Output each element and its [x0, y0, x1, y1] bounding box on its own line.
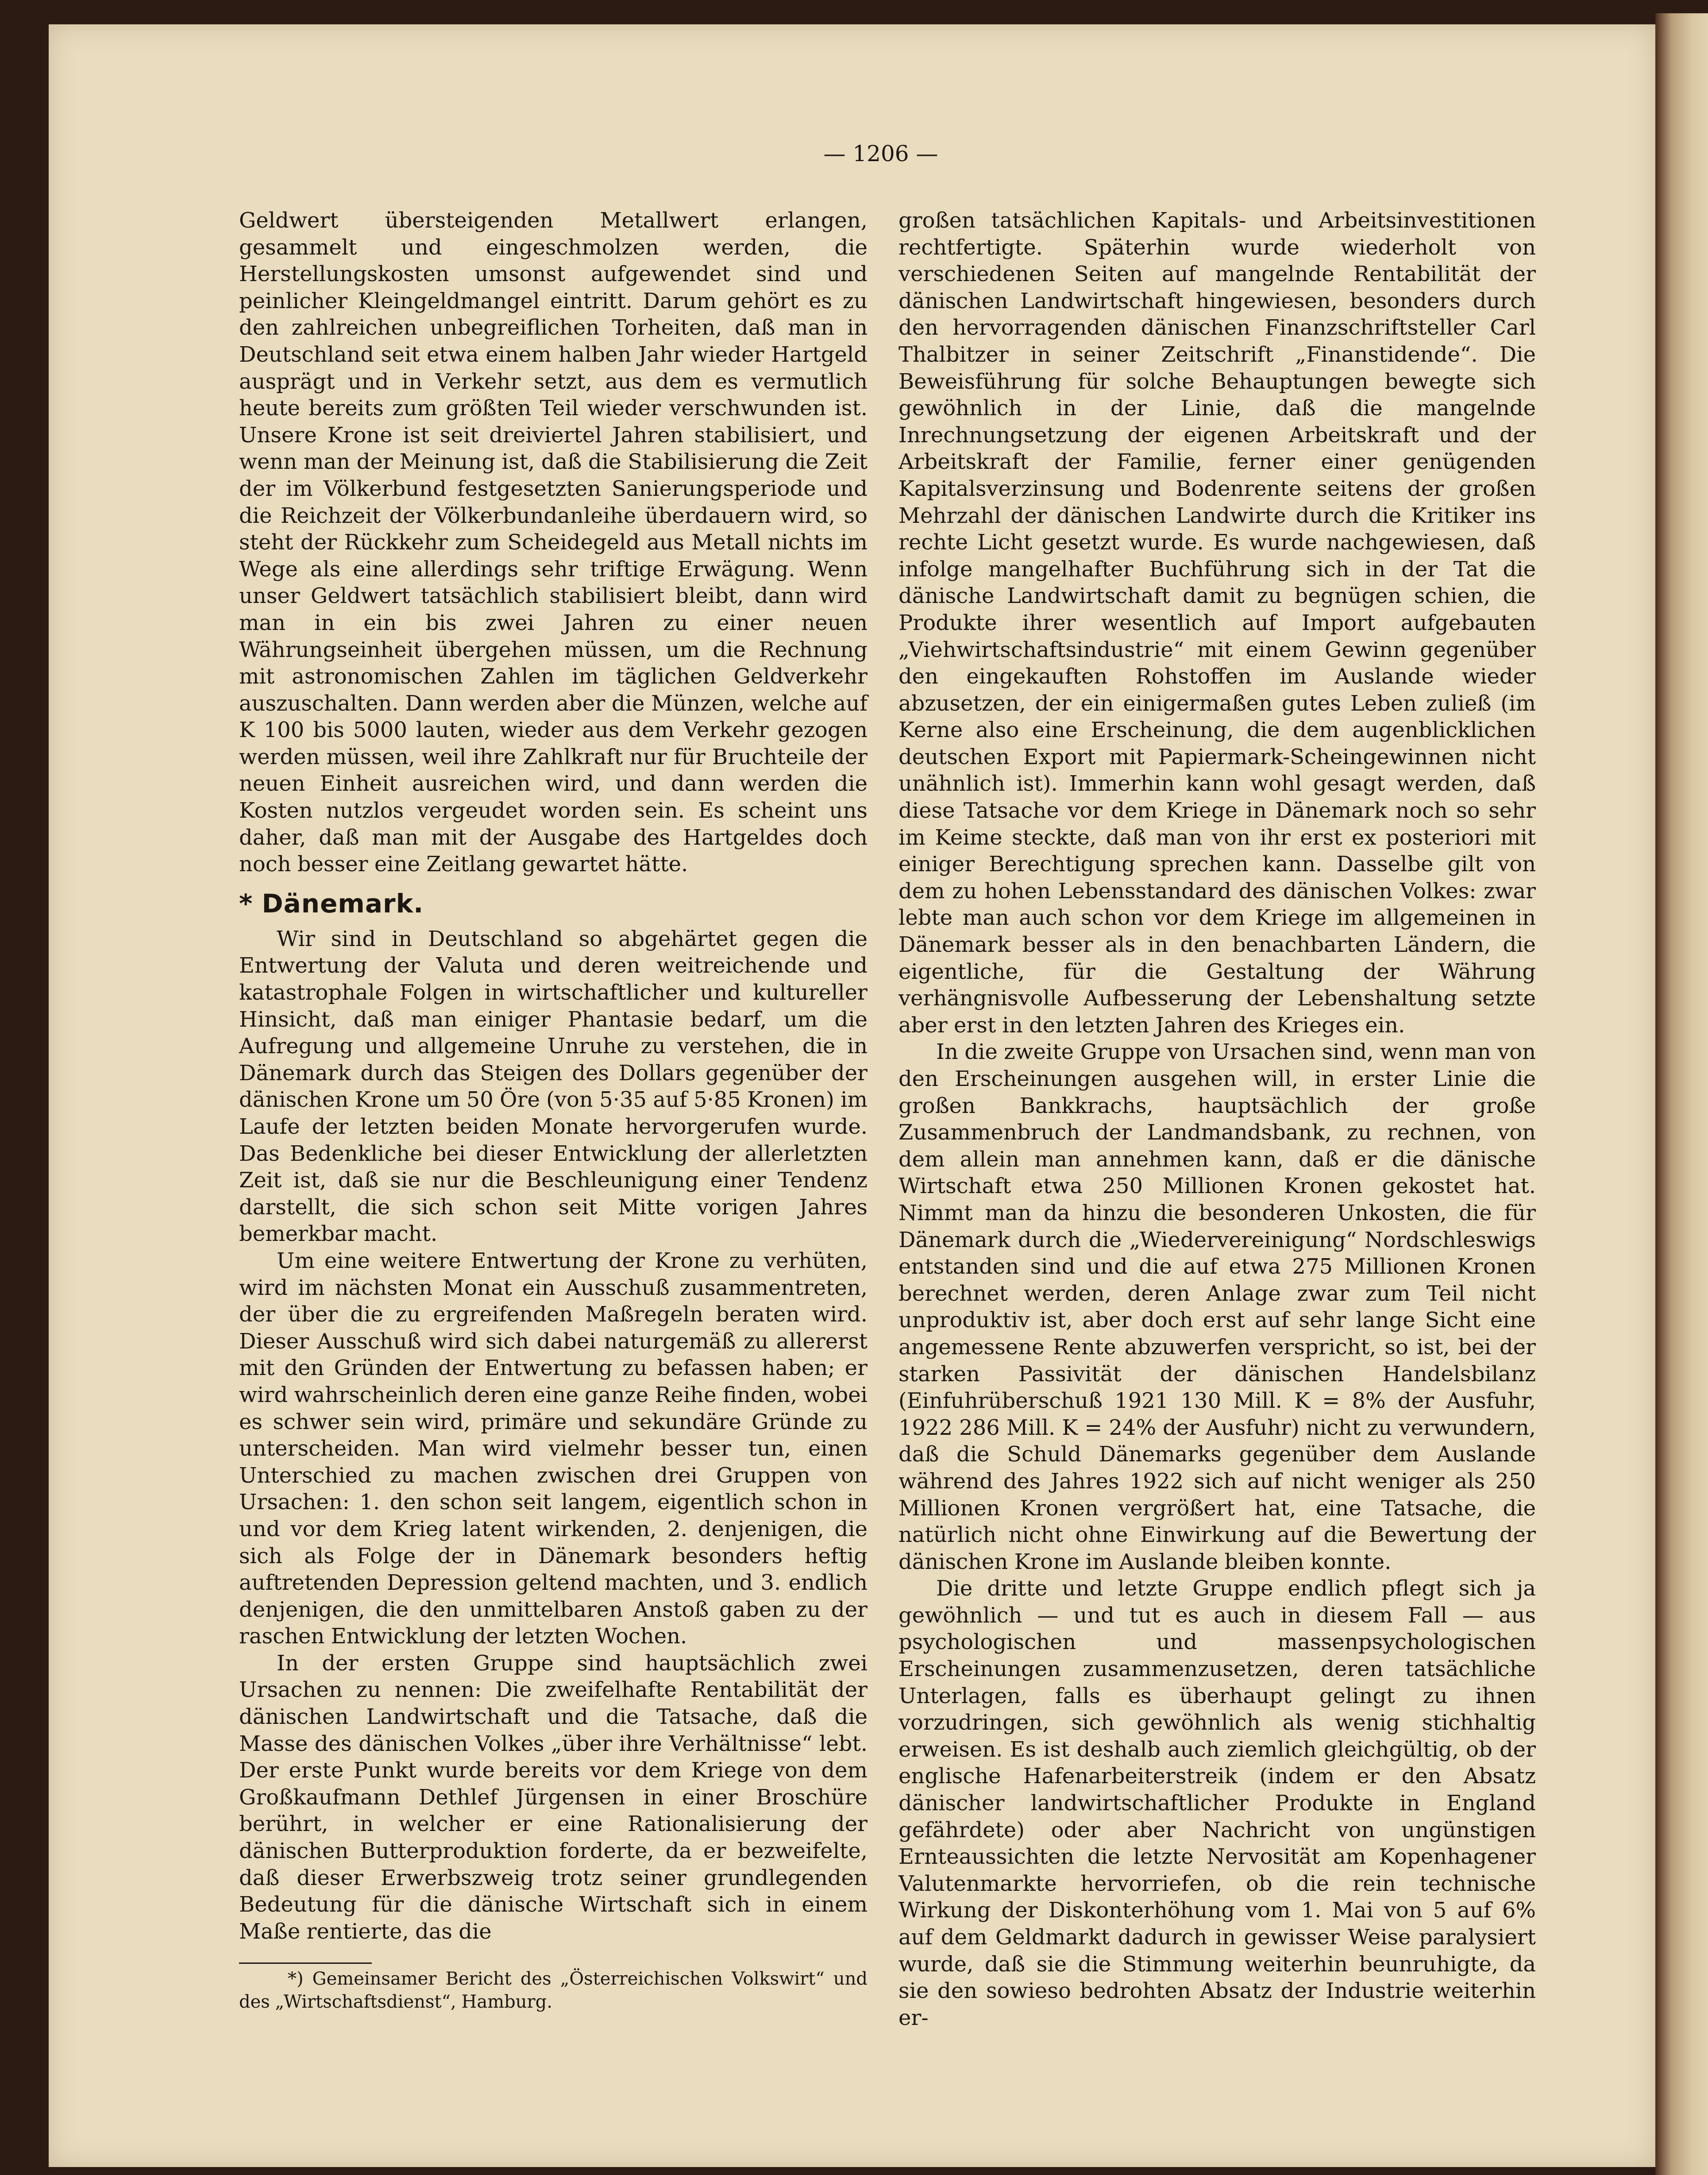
section-heading: * Dänemark. [239, 888, 424, 919]
paragraph: In die zweite Gruppe von Ursachen sind, wenn man von den Erscheinungen ausgehen will, in erster Linie die großen Bankkrachs, hauptsächlich der große Zusammenbruch der Landmandsbank, zu rechnen, von dem allein man annehmen kann, daß er die dänische Wirtschaft etwa 250 Millionen Kronen gekostet hat. Nimmt man da hinzu die besonderen Unkosten, die für Dänemark durch die „Wiedervereinigung“ Nordschleswigs entstanden sind und die auf etwa 275 Millionen Kronen berechnet werden, deren Anlage zwar zum Teil nicht unproduktiv ist, aber doch erst auf sehr lange Sicht eine angemessene Rente abzuwerfen verspricht, so ist, bei der starken Passivität der dänischen Handelsbilanz (Einfuhrüberschuß 1921 130 Mill. K = 8% der Ausfuhr, 1922 286 Mill. K = 24% der Ausfuhr) nicht zu verwundern, daß die Schuld Dänemarks gegenüber dem Auslande während des Jahres 1922 sich auf nicht weniger als 250 Millionen Kronen vergrößert hat, eine Tatsache, die natürlich nicht ohne Einwirkung auf die Bewertung der dänischen Krone im Auslande bleiben konnte. [898, 1039, 1536, 1574]
paragraph: Um eine weitere Entwertung der Krone zu verhüten, wird im nächsten Monat ein Ausschuß zusammentreten, der über die zu ergreifenden Maßregeln beraten wird. Dieser Ausschuß wird sich dabei naturgemäß zu allererst mit den Gründen der Entwertung zu befassen haben; er wird wahrscheinlich deren eine ganze Reihe finden, wobei es schwer sein wird, primäre und sekundäre Gründe zu unterscheiden. Man wird vielmehr besser tun, einen Unterschied zu machen zwischen drei Gruppen von Ursachen: 1. den schon seit langem, eigentlich schon in und vor dem Krieg latent wirkenden, 2. denjenigen, die sich als Folge der in Dänemark besonders heftig auftretenden Depression geltend machten, und 3. endlich denjenigen, die den unmittelbaren Anstoß gaben zu der raschen Entwicklung der letzten Wochen. [239, 1248, 867, 1649]
paragraph: In der ersten Gruppe sind hauptsächlich zwei Ursachen zu nennen: Die zweifelhafte Rentabilität der dänischen Landwirtschaft und die Tatsache, daß die Masse des dänischen Volkes „über ihre Verhältnisse“ lebt. Der erste Punkt wurde bereits vor dem Kriege von dem Großkaufmann Dethlef Jürgensen in einer Broschüre berührt, in welcher er eine Rationalisierung der dänischen Butterproduktion forderte, da er bezweifelte, daß dieser Erwerbszweig trotz seiner grundlegenden Bedeutung für die dänische Wirtschaft sich in einem Maße rentierte, das die [239, 1650, 867, 1944]
paragraph: Wir sind in Deutschland so abgehärtet gegen die Entwertung der Valuta und deren weitreichende und katastrophale Folgen in wirtschaftlicher und kultureller Hinsicht, daß man einiger Phantasie bedarf, um die Aufregung und allgemeine Unruhe zu verstehen, die in Dänemark durch das Steigen des Dollars gegenüber der dänischen Krone um 50 Öre (von 5·35 auf 5·85 Kronen) im Laufe der letzten beiden Monate hervorgerufen wurde. Das Bedenkliche bei dieser Entwicklung der allerletzten Zeit ist, daß sie nur die Beschleunigung einer Tendenz darstellt, die sich schon seit Mitte vorigen Jahres bemerkbar macht. [239, 926, 867, 1247]
footnote: *) Gemeinsamer Bericht des „Österreichischen Volkswirt“ und des „Wirtschaftsdienst“, Hamburg. [239, 1969, 867, 2013]
footnote-rule [239, 1963, 372, 1964]
adjacent-page-edge [1655, 13, 1708, 2175]
paragraph: großen tatsächlichen Kapitals- und Arbeitsinvestitionen rechtfertigte. Späterhin wurde wiederholt von verschiedenen Seiten auf mangelnde Rentabilität der dänischen Landwirtschaft hingewiesen, besonders durch den hervorragenden dänischen Finanzschriftsteller Carl Thalbitzer in seiner Zeitschrift „Finanstidende“. Die Beweisführung für solche Behauptungen bewegte sich gewöhnlich in der Linie, daß die mangelnde Inrechnungsetzung der eigenen Arbeitskraft und der Arbeitskraft der Familie, ferner einer genügenden Kapitalsverzinsung und Bodenrente seitens der großen Mehrzahl der dänischen Landwirte durch die Kritiker ins rechte Licht gesetzt wurde. Es wurde nachgewiesen, daß infolge mangelhafter Buchführung sich in der Tat die dänische Landwirtschaft damit zu begnügen schien, die Produkte ihrer wesentlich auf Import aufgebauten „Viehwirtschaftsindustrie“ mit einem Gewinn gegenüber den eingekauften Rohstoffen im Auslande wieder abzusetzen, der ein einigermaßen gutes Leben zuließ (im Kerne also eine Erscheinung, die dem augenblicklichen deutschen Export mit Papiermark-Scheingewinnen nicht unähnlich ist). Immerhin kann wohl gesagt werden, daß diese Tatsache vor dem Kriege in Dänemark noch so sehr im Keime steckte, daß man von ihr erst ex posteriori mit einiger Berechtigung sprechen kann. Dasselbe gilt von dem zu hohen Lebensstandard des dänischen Volkes: zwar lebte man auch schon vor dem Kriege im allgemeinen in Dänemark besser als in den benachbarten Ländern, die eigentliche, für die Gestaltung der Währung verhängnisvolle Aufbesserung der Lebenshaltung setzte aber erst in den letzten Jahren des Krieges ein. [898, 208, 1536, 1038]
paragraph: Geldwert übersteigenden Metallwert erlangen, gesammelt und eingeschmolzen werden, die Herstellungskosten umsonst aufgewendet sind und peinlicher Kleingeldmangel eintritt. Darum gehört es zu den zahlreichen unbegreiflichen Torheiten, daß man in Deutschland seit etwa einem halben Jahr wieder Hartgeld ausprägt und in Verkehr setzt, aus dem es vermutlich heute bereits zum größten Teil wieder verschwunden ist. Unsere Krone ist seit dreiviertel Jahren stabilisiert, und wenn man der Meinung ist, daß die Stabilisierung die Zeit der im Völkerbund festgesetzten Sanierungsperiode und die Reichzeit der Völkerbundanleihe überdauern wird, so steht der Rückkehr zum Scheidegeld aus Metall nichts im Wege als eine allerdings sehr triftige Erwägung. Wenn unser Geldwert tatsächlich stabilisiert bleibt, dann wird man in ein bis zwei Jahren zu einer neuen Währungseinheit übergehen müssen, um die Rechnung mit astronomischen Zahlen im täglichen Geldverkehr auszuschalten. Dann werden aber die Münzen, welche auf K 100 bis 5000 lauten, wieder aus dem Verkehr gezogen werden müssen, weil ihre Zahlkraft nur für Bruchteile der neuen Einheit ausreichen wird, und dann werden die Kosten nutzlos vergeudet worden sein. Es scheint uns daher, daß man mit der Ausgabe des Hartgeldes doch noch besser eine Zeitlang gewartet hätte. [239, 208, 867, 877]
page-number: — 1206 — [823, 141, 938, 166]
right-column [898, 207, 1536, 2031]
paragraph: Die dritte und letzte Gruppe endlich pflegt sich ja gewöhnlich — und tut es auch in diesem Fall — aus psychologischen und massenpsychologischen Erscheinungen zusammenzusetzen, deren tatsächliche Unterlagen, falls es überhaupt gelingt zu ihnen vorzudringen, sich gewöhnlich als wenig stichhaltig erweisen. Es ist deshalb auch ziemlich gleichgültig, ob der englische Hafenarbeiterstreik (indem er den Absatz dänischer landwirtschaftlicher Produkte in England gefährdete) oder aber Nachricht von ungünstigen Ernteaussichten die letzte Nervosität am Kopenhagener Valutenmarkte hervorriefen, ob die rein technische Wirkung der Diskonterhöhung vom 1. Mai von 5 auf 6% auf dem Geldmarkt dadurch in gewisser Weise paralysiert wurde, daß sie die Stimmung weiterhin beunruhigte, da sie den sowieso bedrohten Absatz der Industrie weiterhin er- [898, 1576, 1536, 2030]
left-column [239, 207, 867, 2013]
